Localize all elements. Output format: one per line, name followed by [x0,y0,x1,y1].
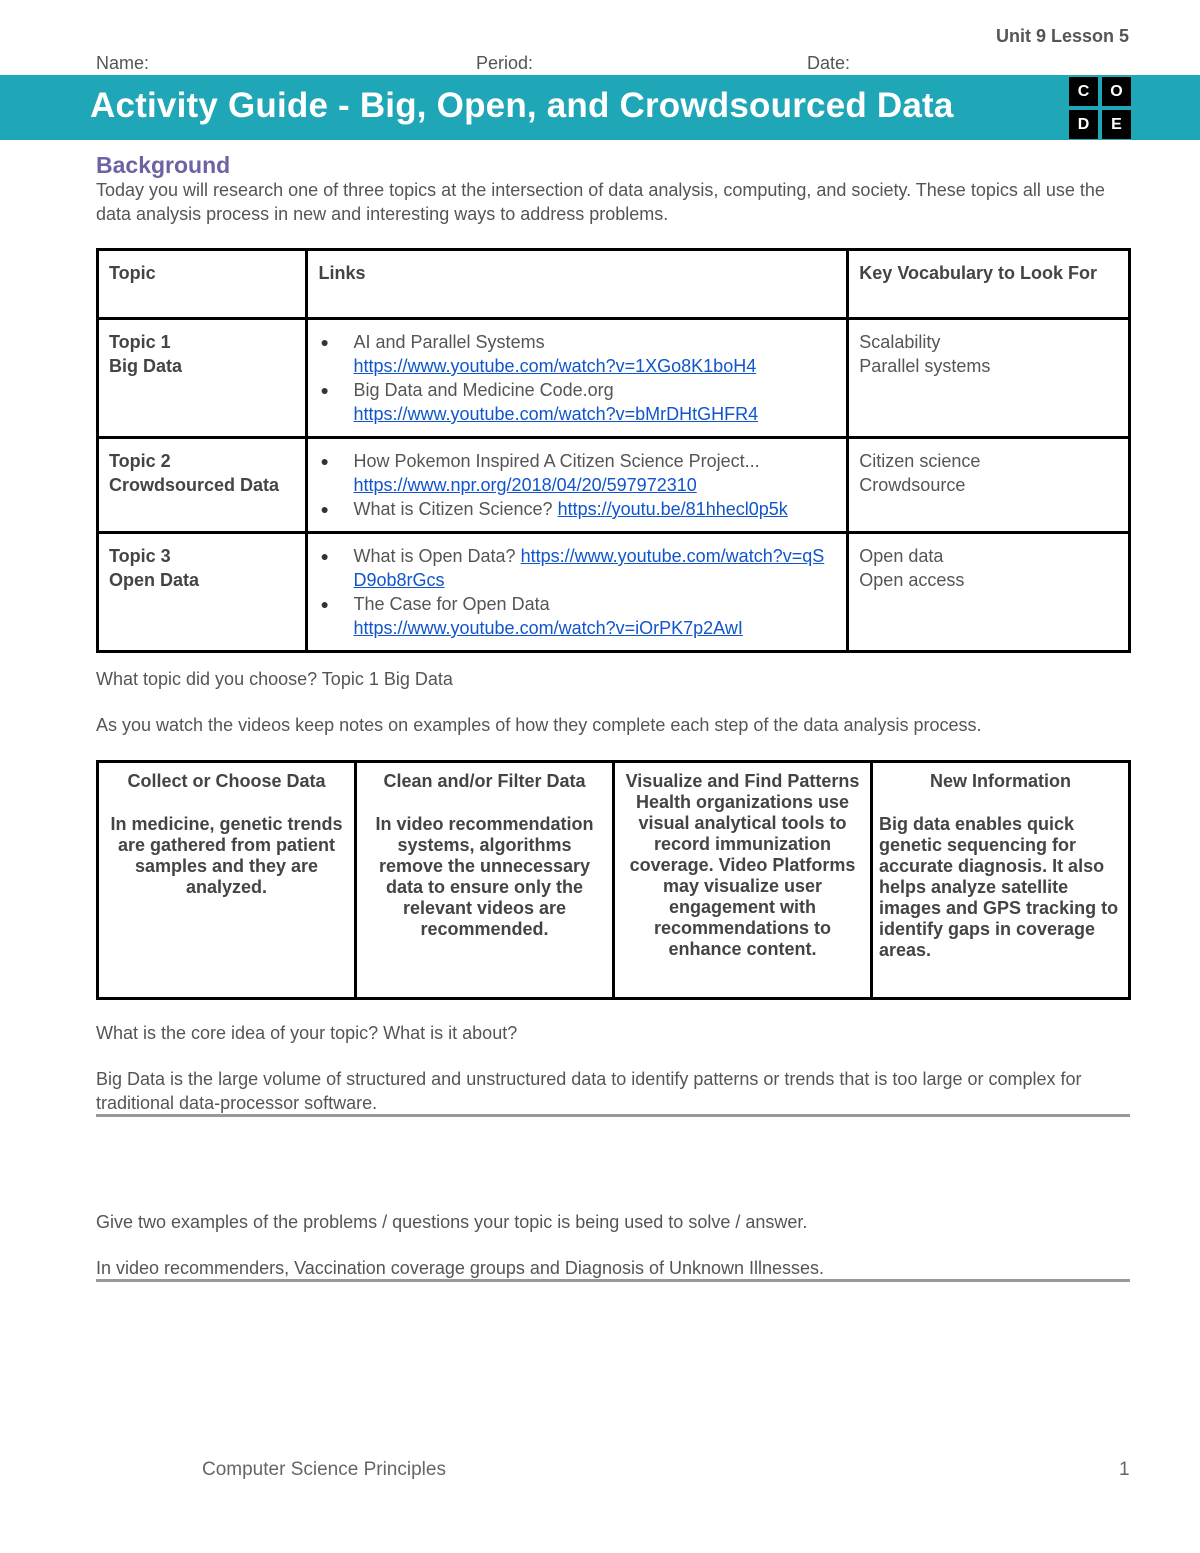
topic-number: Topic 2 [109,451,171,471]
table-row [98,533,1130,652]
table-row [98,438,1130,533]
answer-underline [96,1279,1130,1282]
link-title: What is Citizen Science? [353,499,553,519]
topic-cell [98,438,307,533]
table-row [98,319,1130,438]
question-notes-instruction: As you watch the videos keep notes on examples of how they complete each step of the data analysis process. [96,715,982,735]
links-cell [307,438,848,533]
video-link[interactable]: https://www.youtube.com/watch?v=bMrDHtGHFR4 [353,404,759,424]
video-link[interactable]: https://www.youtube.com/watch?v=1XGo8K1boH4 [353,356,757,376]
links-cell [307,533,848,652]
answer-underline [96,1114,1130,1117]
answer-examples[interactable]: In video recommenders, Vaccination coverage groups and Diagnosis of Unknown Illnesses. [96,1258,825,1278]
question-topic-choice: What topic did you choose? Topic 1 Big Data [96,669,453,689]
link-title: ● Big Data and Medicine Code.org [353,380,614,400]
link-title: ● AI and Parallel Systems [353,332,545,352]
process-answer[interactable]: Health organizations use visual analytical tools to record immunization coverage. Video Platforms may visualize user engagement with recommendations to enhance content. [629,792,856,959]
video-link[interactable]: https://www.youtube.com/watch?v=iOrPK7p2AwI [353,618,743,638]
links-cell [307,319,848,438]
name-label: Name: [96,53,150,73]
process-cell [872,762,1130,999]
vocab-term: Open data [859,546,944,566]
process-cell [98,762,356,999]
logo-letter: C [1069,77,1098,106]
logo-letter: D [1069,110,1098,139]
vocab-cell [848,319,1130,438]
topic-number: Topic 1 [109,332,171,352]
vocab-term: Scalability [859,332,941,352]
video-link[interactable]: https://www.youtube.com/watch?v=qSD9ob8rGcs [353,546,825,590]
date-label: Date: [807,53,851,73]
footer-page-number: 1 [1119,1459,1130,1480]
question-core-idea: What is the core idea of your topic? What is it about? [96,1023,518,1043]
process-header: New Information [929,771,1071,791]
data-process-table [96,760,1131,1000]
topic-name: Crowdsourced Data [109,475,280,495]
header-links: Links [307,250,848,319]
link-title: ● How Pokemon Inspired A Citizen Science Project... [353,451,760,471]
background-text: Today you will research one of three topics at the intersection of data analysis, computing, and society. These topics all use the data analysis process in new and interesting ways to address problems. [96,180,1105,224]
list-item [318,544,836,592]
topics-table [96,248,1131,653]
logo-letter: E [1102,110,1131,139]
link-title: What is Open Data? [353,546,516,566]
link-title: ● The Case for Open Data [353,594,550,614]
list-item [318,497,836,521]
background-heading: Background [96,152,231,178]
process-answer[interactable]: In medicine, genetic trends are gathered from patient samples and they are analyzed. [110,814,343,897]
process-cell [356,762,614,999]
header-topic: Topic [98,250,307,319]
topic-name: Open Data [109,570,200,590]
logo-letter: O [1102,77,1131,106]
footer-course: Computer Science Principles [202,1459,446,1480]
vocab-cell [848,533,1130,652]
process-answer[interactable]: In video recommendation systems, algorithms remove the unnecessary data to ensure only the relevant videos are recommended. [375,814,594,939]
question-examples: Give two examples of the problems / questions your topic is being used to solve / answer. [96,1212,808,1232]
period-label: Period: [476,53,534,73]
vocab-term: Crowdsource [859,475,966,495]
page-title: Activity Guide - Big, Open, and Crowdsourced Data [90,86,954,125]
answer-core-idea[interactable]: Big Data is the large volume of structured and unstructured data to identify patterns or trends that is too large or complex for traditional data-processor software. [96,1069,1082,1113]
vocab-term: Citizen science [859,451,981,471]
topic-cell [98,533,307,652]
code-org-logo [1068,75,1132,139]
topic-number: Topic 3 [109,546,171,566]
process-header: Visualize and Find Patterns [625,771,860,791]
vocab-term: Parallel systems [859,356,991,376]
vocab-cell [848,438,1130,533]
process-header: Clean and/or Filter Data [383,771,586,791]
unit-lesson-label: Unit 9 Lesson 5 [995,26,1129,46]
process-header: Collect or Choose Data [127,771,326,791]
process-answer[interactable]: Big data enables quick genetic sequencing for accurate diagnosis. It also helps analyze satellite images and GPS tracking to identify gaps in coverage areas. [879,814,1119,960]
header-key-vocabulary: Key Vocabulary to Look For [848,250,1130,319]
topic-name: Big Data [109,356,183,376]
list-item [318,592,836,640]
process-cell [614,762,872,999]
list-item [318,378,836,426]
article-link[interactable]: https://www.npr.org/2018/04/20/597972310 [353,475,697,495]
vocab-term: Open access [859,570,965,590]
topic-cell [98,319,307,438]
video-link[interactable]: https://youtu.be/81hhecl0p5k [557,499,788,519]
list-item [318,330,836,378]
list-item [318,449,836,497]
